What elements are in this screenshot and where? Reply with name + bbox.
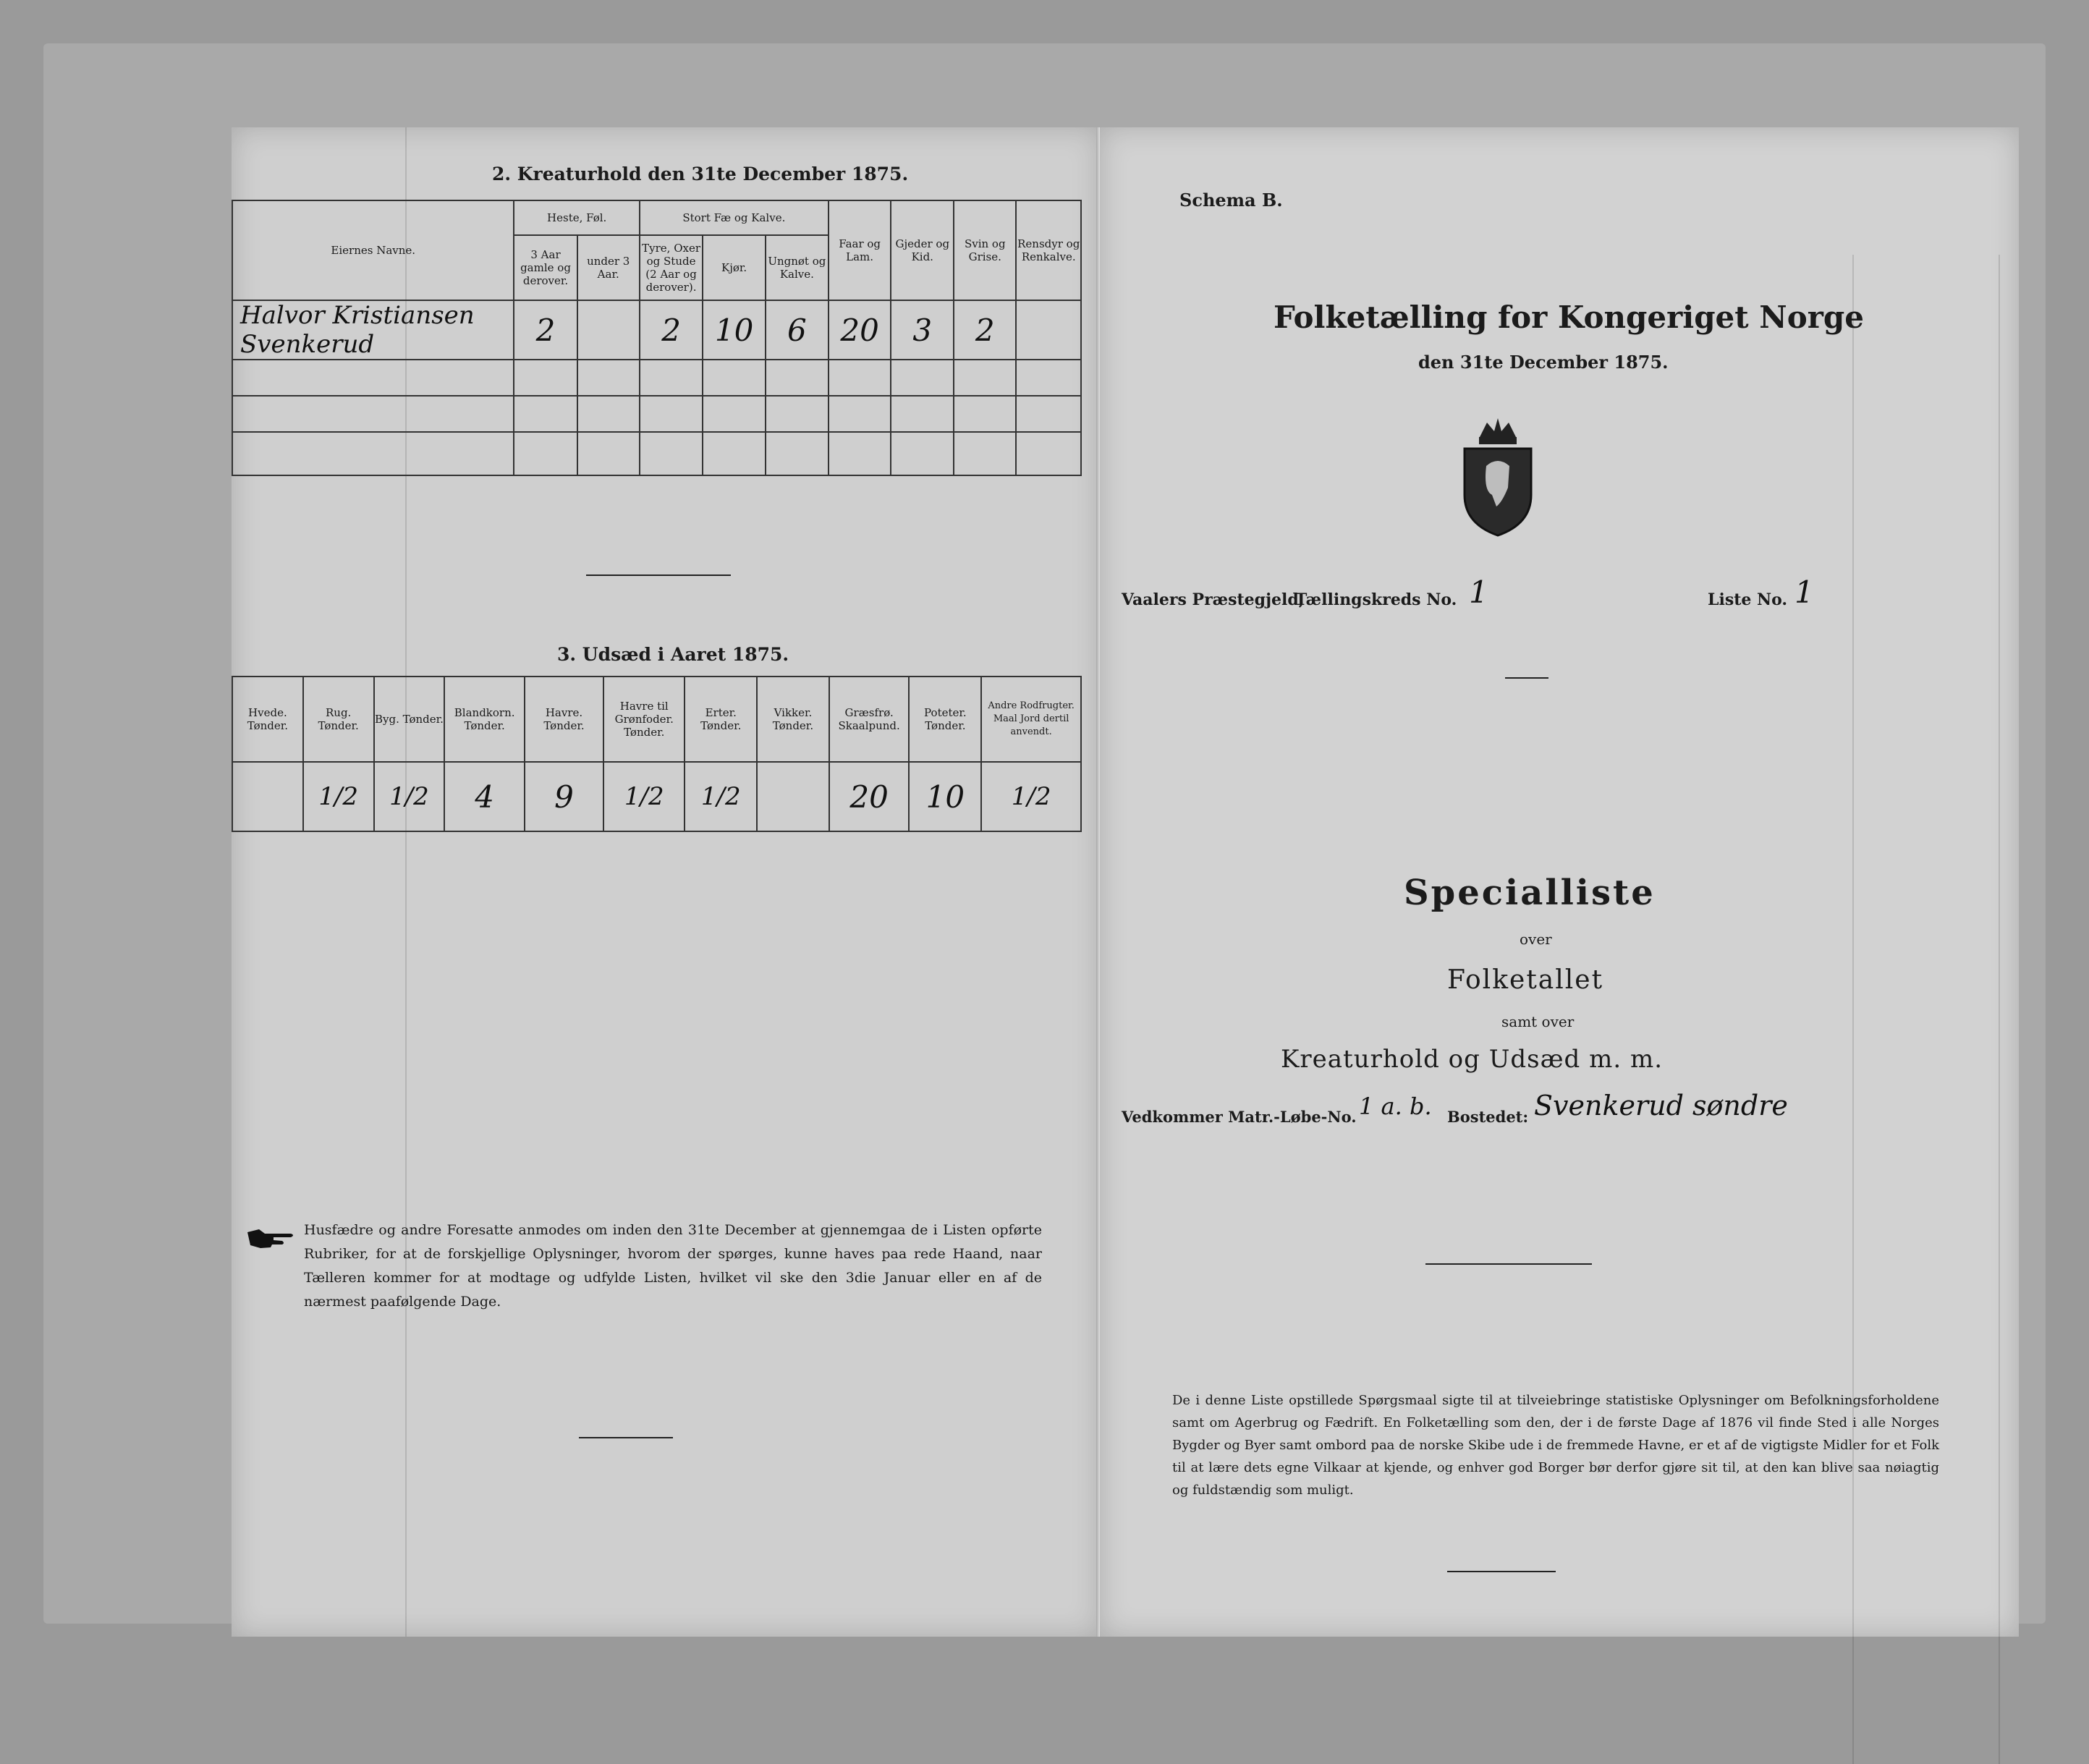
seed-header-erter: Erter. Tønder.: [685, 677, 757, 762]
special-title: Specialliste: [1404, 873, 1656, 913]
table-row: [232, 396, 1081, 432]
seed-cell-vikker: [757, 762, 829, 831]
coat-of-arms-icon: [1454, 415, 1541, 538]
table-row: [232, 762, 1081, 831]
horses-young-cell: [577, 300, 640, 360]
pigs-header: Svin og Grise.: [954, 200, 1016, 300]
horses-old-cell: 2: [514, 300, 577, 360]
seed-cell-blandkorn: 4: [444, 762, 525, 831]
seed-table: [232, 676, 1082, 832]
bottom-divider: [579, 1437, 673, 1438]
district-label: Tællingskreds No.: [1295, 590, 1457, 609]
cattle-oxen-header: Tyre, Oxer og Stude (2 Aar og derover).: [640, 235, 703, 300]
seed-cell-erter: 1/2: [685, 762, 757, 831]
cattle-young-header: Ungnøt og Kalve.: [766, 235, 829, 300]
notice-paragraph: Husfædre og andre Foresatte anmodes om inden den 31te December at gjennemgaa de i Listen opførte Rubriker, for at de forskjellige Oplysninger, hvorom der spørges, kunne haves paa rede Haand, naar Tælleren kommer for at modtage og udfylde Listen, hvilket vil ske den 3die Januar eller en af de nærmest paafølgende Dage.: [304, 1222, 1042, 1310]
pointing-hand-icon: [246, 1224, 297, 1252]
seed-cell-byg: 1/2: [374, 762, 445, 831]
goats-cell: 3: [891, 300, 954, 360]
seed-header-vikker: Vikker. Tønder.: [757, 677, 829, 762]
folketallet-label: Folketallet: [1447, 965, 1604, 995]
over-label: over: [1520, 930, 1552, 948]
info-paragraph: De i denne Liste opstillede Spørgsmaal sigte til at tilveiebringe statistiske Oplysninger om Befolkningsforholdene samt om Agerbrug og Fædrift. En Folketælling som den, der i de første Dage af 1876 vil finde Sted i alle Norges Bygder og Byer samt ombord paa de norske Skibe ude i de fremmede Havne, er et af de vigtigste Midler for et Folk til at lære dets egne Vilkaar at kjende, og enhver god Borger bør derfor gjøre sit til, at den kan blive saa nøiagtig og fuldstændig som muligt.: [1172, 1393, 1939, 1498]
seed-cell-rodfrugter: 1/2: [981, 762, 1081, 831]
cattle-cows-header: Kjør.: [703, 235, 766, 300]
horses-young-header: under 3 Aar.: [577, 235, 640, 300]
seed-cell-hvede: [232, 762, 303, 831]
bleed-column: [1852, 255, 2000, 1764]
sheep-cell: 20: [829, 300, 891, 360]
seed-cell-graesfro: 20: [829, 762, 910, 831]
owner-cell: Halvor Kristiansen Svenkerud: [232, 300, 514, 360]
list-label: Liste No.: [1708, 590, 1788, 609]
main-title: Folketælling for Kongeriget Norge: [1274, 300, 1864, 335]
list-value: 1: [1794, 574, 1814, 610]
divider: [586, 574, 731, 576]
matr-label: Vedkommer Matr.-Løbe-No.: [1122, 1108, 1357, 1126]
seed-header-rodfrugter: Andre Rodfrugter. Maal Jord dertil anvendt.: [981, 677, 1081, 762]
reindeer-cell: [1016, 300, 1081, 360]
reindeer-header: Rensdyr og Renkalve.: [1016, 200, 1081, 300]
parish-label: Vaalers Præstegjeld,: [1122, 590, 1305, 609]
seed-header-poteter: Poteter. Tønder.: [909, 677, 981, 762]
seed-header-havre-gronfoder: Havre til Grønfoder. Tønder.: [603, 677, 685, 762]
schema-label: Schema B.: [1179, 190, 1283, 211]
cattle-cows-cell: 10: [703, 300, 766, 360]
left-page: [232, 127, 1100, 1637]
right-page: [1100, 127, 2019, 1637]
seed-header-blandkorn: Blandkorn. Tønder.: [444, 677, 525, 762]
seed-cell-havre: 9: [525, 762, 603, 831]
divider: [1425, 1263, 1592, 1265]
cattle-header: Stort Fæ og Kalve.: [640, 200, 829, 235]
horses-old-header: 3 Aar gamle og derover.: [514, 235, 577, 300]
seed-cell-rug: 1/2: [303, 762, 374, 831]
samt-over-label: samt over: [1501, 1013, 1575, 1030]
table-row: [232, 360, 1081, 396]
livestock-table: [232, 200, 1082, 476]
cattle-oxen-cell: 2: [640, 300, 703, 360]
seed-cell-havre-gronfoder: 1/2: [603, 762, 685, 831]
cattle-young-cell: 6: [766, 300, 829, 360]
owner-header: Eiernes Navne.: [232, 200, 514, 300]
seed-header-rug: Rug. Tønder.: [303, 677, 374, 762]
seed-header-hvede: Hvede. Tønder.: [232, 677, 303, 762]
sheep-header: Faar og Lam.: [829, 200, 891, 300]
divider: [1505, 677, 1548, 679]
district-value: 1: [1469, 574, 1488, 610]
seed-header-havre: Havre. Tønder.: [525, 677, 603, 762]
seed-cell-poteter: 10: [909, 762, 981, 831]
table-row: [232, 300, 1081, 360]
bottom-divider: [1447, 1571, 1556, 1572]
horses-header: Heste, Føl.: [514, 200, 639, 235]
date-line: den 31te December 1875.: [1418, 352, 1669, 373]
pigs-cell: 2: [954, 300, 1016, 360]
kreatur-line: Kreaturhold og Udsæd m. m.: [1281, 1045, 1664, 1074]
bosted-label: Bostedet:: [1447, 1108, 1529, 1126]
table-row: [232, 432, 1081, 475]
matr-value: 1 a. b.: [1359, 1093, 1432, 1120]
section3-title: 3. Udsæd i Aaret 1875.: [557, 644, 789, 665]
bosted-value: Svenkerud søndre: [1534, 1090, 1788, 1121]
section2-title: 2. Kreaturhold den 31te December 1875.: [492, 164, 909, 185]
seed-header-graesfro: Græsfrø. Skaalpund.: [829, 677, 910, 762]
goats-header: Gjeder og Kid.: [891, 200, 954, 300]
seed-header-byg: Byg. Tønder.: [374, 677, 445, 762]
